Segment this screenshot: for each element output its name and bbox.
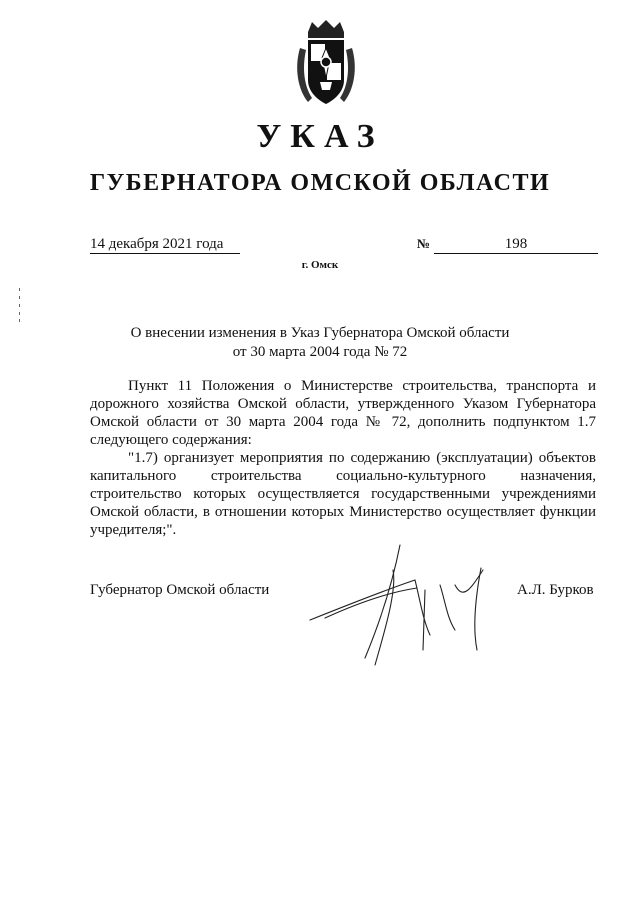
body-paragraph-2: "1.7) организует мероприятия по содержанию (эксплуатации) объектов капитального строительства социально-культурного назначения, строительство которых осуществляется государственными учреждениями Омской области, в отношении которых Министерство осуществляет функции учредителя;".: [90, 450, 596, 538]
handwritten-signature-icon: [305, 540, 505, 670]
omsk-coat-of-arms-icon: [294, 18, 358, 108]
issuer-title: ГУБЕРНАТОРА ОМСКОЙ ОБЛАСТИ: [89, 170, 551, 196]
document-title-line1: О внесении изменения в Указ Губернатора Омской области: [130, 325, 510, 341]
body-paragraph-1: Пункт 11 Положения о Министерстве строительства, транспорта и дорожного хозяйства Омской области, утвержденного Указом Губернатора Омской области от 30 марта 2004 года № 72, дополнить подпунктом 1.7 следующего содержания:: [90, 378, 596, 448]
document-title: [100, 324, 540, 362]
document-body: [90, 377, 596, 539]
signatory-name: А.Л. Бурков: [517, 582, 594, 598]
number-sign: №: [417, 236, 431, 251]
document-title-line2: от 30 марта 2004 года № 72: [232, 344, 408, 360]
document-date-text: 14 декабря 2021 года: [90, 236, 224, 252]
signatory-position: Губернатор Омской области: [90, 582, 270, 598]
document-date: [90, 235, 240, 254]
document-type-title: УКАЗ: [256, 118, 384, 155]
margin-tick-marks: [18, 288, 22, 322]
issue-city: г. Омск: [301, 259, 339, 271]
document-number: 198: [434, 235, 598, 254]
